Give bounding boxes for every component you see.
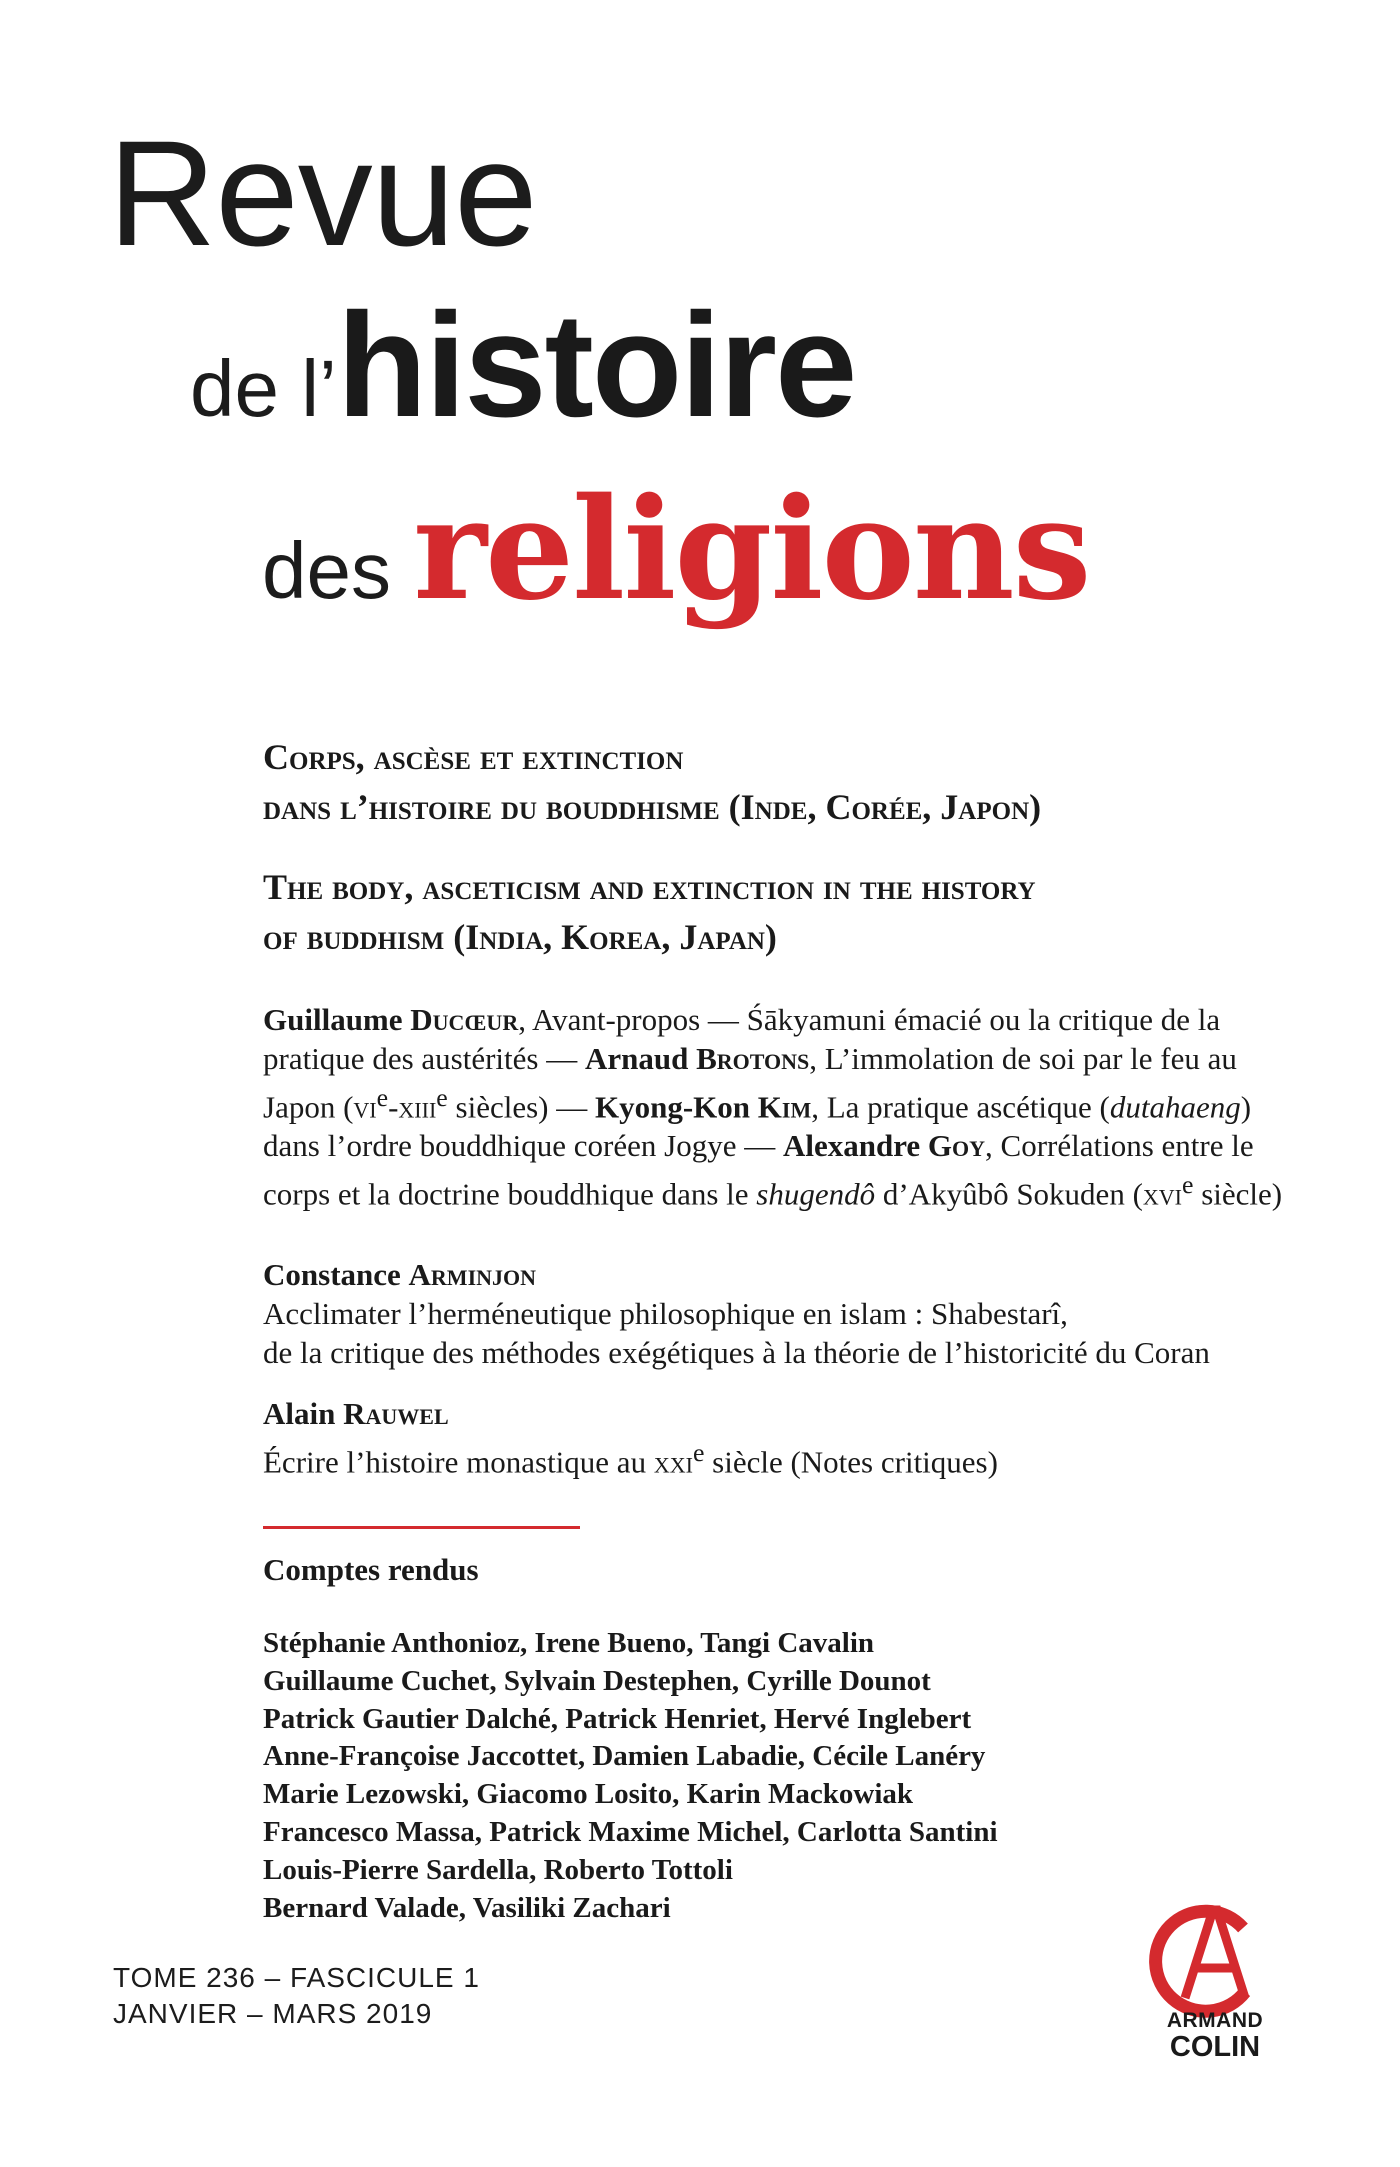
article-arminjon-title-line1: Acclimater l’herméneutique philosophique en islam : Shabestarî,	[263, 1296, 1068, 1331]
reviewers-list	[263, 1625, 998, 1927]
reviewers-line: Stéphanie Anthonioz, Irene Bueno, Tangi Cavalin	[263, 1627, 875, 1659]
masthead-histoire-word: histoire	[336, 283, 856, 448]
article-arminjon-title-line2: de la critique des méthodes exégétiques à la théorie de l’historicité du Coran	[263, 1335, 1210, 1370]
dossier-articles-paragraph: Guillaume Ducœur, Avant-propos — Śākyamuni émacié ou la critique de la pratique des austérités — Arnaud Brotons, L’immolation de soi par le feu au Japon ($vi^e-xiii^e$ siècles) — Kyong-Kon Kim, La pratique ascétique (dutahaeng) dans l’ordre bouddhique coréen Jogye — Alexandre Goy, Corrélations entre le corps et la doctrine bouddhique dans le shugendô d’Akyûbô Sokuden (xvi$^e$ siècle)	[263, 1002, 1283, 1212]
reviewers-line: Anne-Françoise Jaccottet, Damien Labadie, Cécile Lanéry	[263, 1740, 986, 1773]
publisher-line2: COLIN	[1169, 2031, 1261, 2063]
masthead-de-l: de l’	[190, 344, 337, 433]
article-rauwel	[263, 1394, 1283, 1481]
masthead-histoire	[190, 283, 856, 448]
masthead-religions-word: religions	[413, 468, 1090, 632]
issue-tome: TOME 236 – FASCICULE 1	[113, 1962, 480, 1993]
reviewers-line: Bernard Valade, Vasiliki Zachari	[263, 1891, 671, 1924]
dossier-title-fr	[263, 732, 1283, 832]
author-rauwel: Alain Rauwel	[263, 1396, 449, 1431]
reviews-title: Comptes rendus	[263, 1552, 479, 1587]
author-arminjon: Constance Arminjon	[263, 1257, 537, 1292]
masthead-des: des	[262, 526, 414, 615]
publisher-name	[1150, 2010, 1280, 2062]
reviewers-line: Patrick Gautier Dalché, Patrick Henriet, Hervé Inglebert	[263, 1702, 972, 1735]
reviewers-line: Marie Lezowski, Giacomo Losito, Karin Mackowiak	[263, 1778, 914, 1811]
masthead-revue: Revue	[108, 109, 537, 277]
reviewers-line: Guillaume Cuchet, Sylvain Destephen, Cyrille Dounot	[263, 1664, 931, 1697]
article-rauwel-title: Écrire l’histoire monastique au xxi$^e$ siècle (Notes critiques)	[263, 1438, 998, 1480]
issue-info	[113, 1960, 480, 2032]
section-divider	[263, 1526, 580, 1529]
author-ducoeur: Guillaume Ducœur	[263, 1002, 519, 1037]
publisher-line1: ARMAND	[1166, 2009, 1264, 2032]
author-kim: Kyong-Kon Kim	[594, 1089, 812, 1125]
dossier-title-fr-line2: dans l’histoire du bouddhisme (Inde, Corée, Japon)	[263, 787, 1042, 827]
dossier-articles	[263, 1000, 1283, 1214]
masthead-religions	[262, 468, 1090, 632]
dossier-title-fr-line1: Corps, ascèse et extinction	[263, 737, 684, 777]
reviewers-line: Francesco Massa, Patrick Maxime Michel, Carlotta Santini	[263, 1815, 998, 1848]
dossier-title-en-line2: of buddhism (India, Korea, Japan)	[263, 917, 777, 957]
reviewers-line: Louis-Pierre Sardella, Roberto Tottoli	[263, 1853, 733, 1886]
dossier-title-en	[263, 862, 1283, 962]
issue-date: JANVIER – MARS 2019	[113, 1998, 433, 2029]
article-ducoeur-title: , Avant-propos — Śākyamuni émacié ou la critique de la pratique des austérités —	[263, 1002, 1221, 1076]
article-arminjon	[263, 1255, 1283, 1372]
author-goy: Alexandre Goy	[782, 1128, 986, 1164]
dossier-title-en-line1: The body, asceticism and extinction in the history	[263, 867, 1036, 907]
author-brotons: Arnaud Brotons	[584, 1041, 810, 1076]
